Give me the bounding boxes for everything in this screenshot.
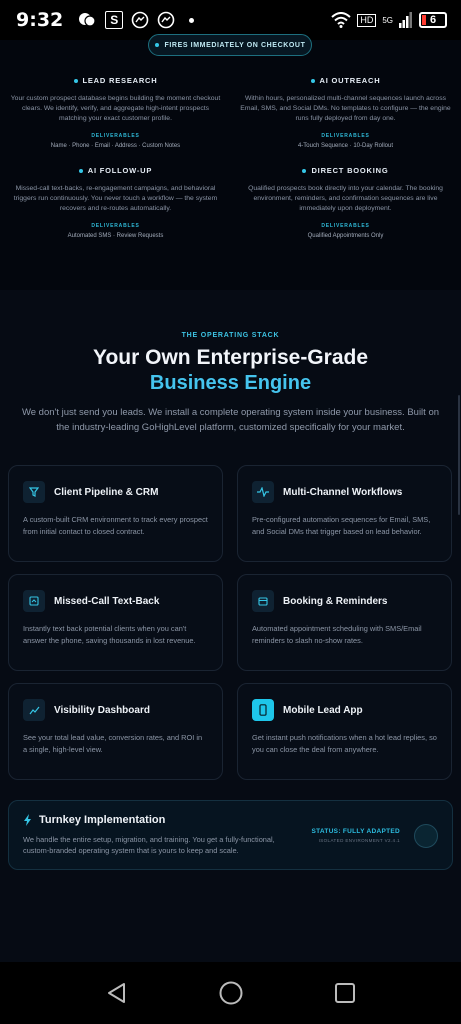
feature-title: DIRECT BOOKING (311, 166, 389, 175)
deliverables-value: 4-Touch Sequence · 10-Day Rollout (297, 143, 394, 149)
network-type: HD (357, 14, 376, 27)
card-client-pipeline (8, 465, 223, 562)
recents-icon[interactable] (334, 982, 356, 1004)
phone-icon (252, 699, 274, 721)
card-title: Client Pipeline & CRM (54, 486, 159, 498)
turnkey-desc: We handle the entire setup, migration, and training. You get a fully-functional, custom-branded operating system that is yours to keep and scale. (23, 835, 275, 855)
wifi-icon (331, 12, 351, 28)
chat-icon (77, 11, 97, 29)
feature-body: Qualified prospects book directly into your calendar. The booking environment, reminders, and confirmation sequences are live immediately upon deployment. (248, 185, 443, 212)
section-heading: Your Own Enterprise-Grade (93, 346, 368, 369)
feature-ai-outreach (238, 76, 453, 149)
feature-title: AI FOLLOW-UP (87, 166, 153, 175)
dot-icon (189, 18, 194, 23)
battery-level: 6 (429, 14, 437, 26)
pulse-icon (252, 481, 274, 503)
card-mobile-lead-app (237, 683, 452, 780)
card-desc: A custom-built CRM environment to track every prospect from initial contact to closed contract. (23, 515, 208, 536)
message-icon (23, 590, 45, 612)
feature-body: Your custom prospect database begins building the moment checkout clears. We identify, verify, and aggregate high-intent prospects matching your exact customer profile. (10, 95, 221, 122)
deliverables-label: DELIVERABLES (91, 133, 140, 139)
card-desc: Pre-configured automation sequences for Email, SMS, and Social DMs that trigger based on lead behavior. (252, 515, 431, 536)
deliverables-label: DELIVERABLES (321, 223, 370, 229)
deliverables-label: DELIVERABLES (91, 223, 140, 229)
signal-icon (399, 12, 413, 28)
checkout-pill (148, 34, 312, 56)
deliverables-value: Automated SMS · Review Requests (67, 233, 164, 239)
card-missed-call (8, 574, 223, 671)
card-title: Missed-Call Text-Back (54, 595, 160, 607)
card-title: Visibility Dashboard (54, 704, 150, 716)
environment-text: ISOLATED ENVIRONMENT V2.4.1 (318, 838, 400, 843)
card-desc: Instantly text back potential clients when you can't answer the phone, saving thousands in lost revenue. (23, 624, 196, 645)
messenger-icon (157, 11, 175, 29)
card-desc: Automated appointment scheduling with SMS/Email reminders to slash no-show rates. (252, 624, 422, 645)
pipeline-section (0, 40, 461, 290)
deliverables-value: Name · Phone · Email · Address · Custom Notes (50, 143, 181, 149)
feature-direct-booking (238, 166, 453, 239)
calendar-icon (252, 590, 274, 612)
navigation-bar (0, 962, 461, 1024)
chart-icon (23, 699, 45, 721)
feature-lead-research (8, 76, 223, 149)
section-heading-accent: Business Engine (149, 372, 312, 394)
home-icon[interactable] (218, 980, 244, 1006)
turnkey-card (8, 800, 453, 870)
card-visibility-dashboard (8, 683, 223, 780)
dot-icon (155, 43, 159, 47)
messenger-icon (131, 11, 149, 29)
feature-title: LEAD RESEARCH (82, 76, 158, 85)
dot-icon (311, 79, 315, 83)
feature-body: Missed-call text-backs, re-engagement campaigns, and behavioral triggers run continuously. You never touch a workflow — the system recovers and re-routes automatically. (13, 185, 218, 212)
status-text: STATUS: FULLY ADAPTED (311, 828, 400, 835)
status-time: 9:32 (16, 9, 64, 31)
section-eyebrow: THE OPERATING STACK (181, 332, 280, 339)
card-multi-channel (237, 465, 452, 562)
signal-label: 5G (382, 15, 393, 25)
deliverables-value: Qualified Appointments Only (307, 233, 384, 239)
feature-body: Within hours, personalized multi-channel sequences launch across Email, SMS, and Social DMs. No templates to configure — the engine runs fully deployed from day one. (240, 95, 451, 122)
s-app-icon: S (105, 11, 123, 29)
lightning-icon (23, 814, 32, 826)
card-title: Mobile Lead App (283, 704, 363, 716)
card-desc: See your total lead value, conversion rates, and ROI in a single, high-level view. (23, 733, 203, 754)
dot-icon (74, 79, 78, 83)
card-title: Multi-Channel Workflows (283, 486, 403, 498)
card-desc: Get instant push notifications when a hot lead replies, so you can close the deal from anywhere. (252, 733, 437, 754)
card-title: Booking & Reminders (283, 595, 388, 607)
pill-label: FIRES IMMEDIATELY ON CHECKOUT (164, 41, 306, 49)
page-scrollbar[interactable] (458, 395, 460, 515)
feature-ai-follow-up (8, 166, 223, 239)
feature-title: AI OUTREACH (319, 76, 381, 85)
card-booking (237, 574, 452, 671)
filter-icon (23, 481, 45, 503)
battery-icon (419, 12, 447, 28)
status-circle-icon (414, 824, 438, 848)
back-icon[interactable] (105, 981, 129, 1005)
section-lead: We don't just send you leads. We install a complete operating system inside your business. Built on the industry-leading GoHighLevel platform, customized specifically for your market. (21, 407, 440, 433)
turnkey-status (311, 828, 400, 843)
dot-icon (79, 169, 83, 173)
dot-icon (302, 169, 306, 173)
deliverables-label: DELIVERABLES (321, 133, 370, 139)
turnkey-title: Turnkey Implementation (39, 814, 166, 826)
